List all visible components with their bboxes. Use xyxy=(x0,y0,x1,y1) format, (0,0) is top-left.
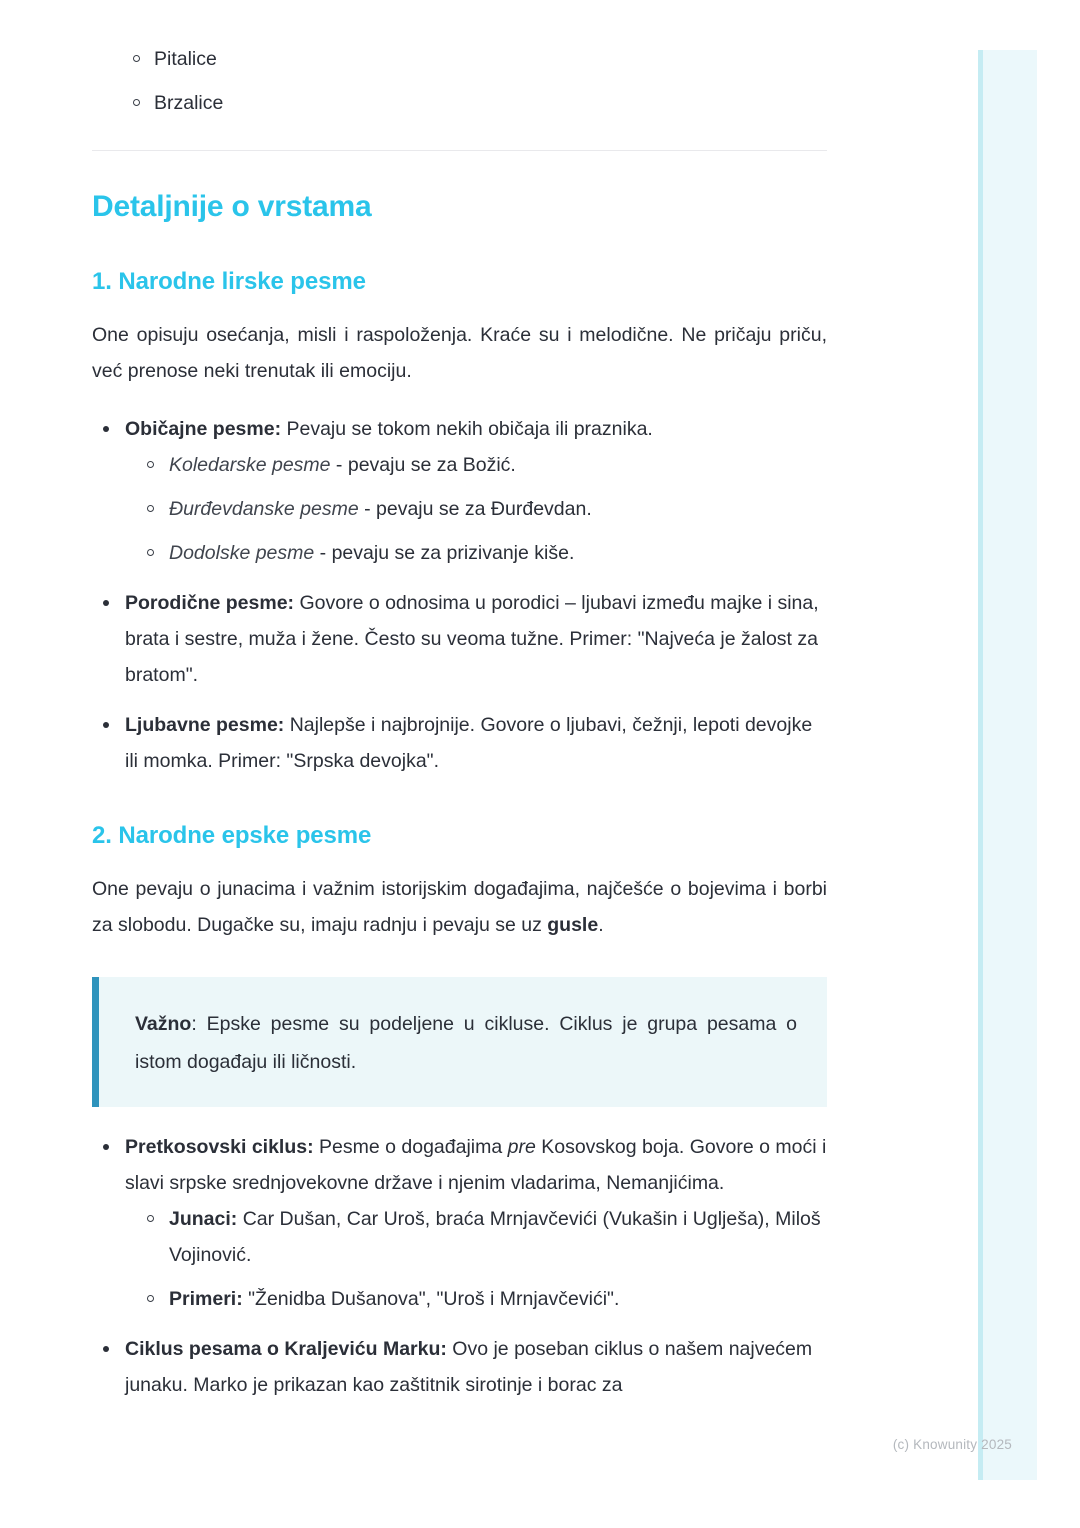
list-item-text: "Ženidba Dušanova", "Uroš i Mrnjavčevići". xyxy=(242,1288,620,1310)
subsection-intro-1: One opisuju osećanja, misli i raspoloženja. Kraće su i melodične. Ne pričaju priču, već prenose neki trenutak ili emociju. xyxy=(92,324,827,382)
list-item-label: Ljubavne pesme: xyxy=(125,714,285,736)
list-item-label: Pretkosovski ciklus: xyxy=(125,1136,314,1158)
list-item xyxy=(92,585,827,693)
epske-list-block xyxy=(92,1129,827,1403)
lirske-list xyxy=(92,411,827,779)
important-callout xyxy=(92,977,827,1107)
lirske-list-block xyxy=(92,411,827,779)
section-title: Detaljnije o vrstama xyxy=(92,190,372,223)
subsection-heading-1: 1. Narodne lirske pesme xyxy=(92,268,366,295)
list-item-emphasis: pre xyxy=(507,1136,536,1158)
list-item-label: Pitalice xyxy=(154,48,217,70)
list-item xyxy=(92,411,827,571)
callout-paragraph xyxy=(135,1005,797,1081)
list-item xyxy=(125,447,827,483)
list-item-label: Junaci: xyxy=(169,1208,238,1230)
list-item-text: Car Dušan, Car Uroš, braća Mrnjavčevići (Vukašin i Ugljеša), Miloš Vojinović. xyxy=(169,1208,821,1266)
list-item-text: - pevaju se za prizivanje kiše. xyxy=(314,542,575,564)
intro-bold-term: gusle xyxy=(547,914,599,936)
list-item xyxy=(92,44,827,74)
intro-text-b: . xyxy=(598,914,604,936)
decorative-right-strip xyxy=(978,50,1037,1480)
list-item-text-b: Kosovskog boja. Govore o moći i slavi srpske srednjovekovne države i njenim vladarima, Nemanjićima. xyxy=(125,1136,827,1194)
callout-label: Važno xyxy=(135,1013,192,1035)
list-item-text: - pevaju se za Đurđevdan. xyxy=(358,498,592,520)
list-item xyxy=(125,1281,827,1317)
callout-text: : Epske pesme su podeljene u cikluse. Ciklus je grupa pesama o istom događaju ili ličnosti. xyxy=(135,1013,797,1073)
list-item xyxy=(92,1129,827,1317)
list-item xyxy=(125,1201,827,1273)
list-item-label: Ciklus pesama o Kraljeviću Marku: xyxy=(125,1338,447,1360)
subsection-intro-2 xyxy=(92,871,827,943)
footer-watermark: (c) Knowunity 2025 xyxy=(892,1437,1012,1452)
section-divider xyxy=(92,150,827,151)
continued-list xyxy=(92,44,827,118)
list-item-emphasis: Dodolske pesme xyxy=(169,542,315,564)
intro-text-a: One pevaju o junacima i važnim istorijskim događajima, najčešće o bojevima i borbi za slobodu. Dugačke su, imaju radnju i pevaju se uz xyxy=(92,878,827,936)
list-item-text: Najlepše i najbrojnije. Govore o ljubavi, čežnji, lepoti devojke ili momka. Primer: "Srpska devojka". xyxy=(125,714,813,772)
list-item-text: - pevaju se za Božić. xyxy=(330,454,516,476)
list-item xyxy=(92,1331,827,1403)
epske-list xyxy=(92,1129,827,1403)
subsection-heading-2: 2. Narodne epske pesme xyxy=(92,822,372,849)
list-item-text: Govore o odnosima u porodici – ljubavi između majke i sina, brata i sestre, muža i žene. Često su veoma tužne. Primer: "Najveća je žalost za bratom". xyxy=(125,592,819,686)
list-item-emphasis: Đurđevdanske pesme xyxy=(169,498,359,520)
list-item xyxy=(125,535,827,571)
list-item-emphasis: Koledarske pesme xyxy=(169,454,331,476)
list-item-label: Brzalice xyxy=(154,92,224,114)
list-item-text: Pevaju se tokom nekih običaja ili praznika. xyxy=(281,418,653,440)
list-item-label: Porodične pesme: xyxy=(125,592,295,614)
list-item-text-a: Pesme o događajima xyxy=(313,1136,508,1158)
list-item xyxy=(125,491,827,527)
document-content xyxy=(92,44,827,1417)
list-item xyxy=(92,707,827,779)
pretkosovski-sublist xyxy=(125,1201,827,1317)
list-item-label: Običajne pesme: xyxy=(125,418,282,440)
list-item-text: Ovo je poseban ciklus o našem najvećem junaku. Marko je prikazan kao zaštitnik sirotinje i borac za xyxy=(125,1338,813,1396)
list-item-label: Primeri: xyxy=(169,1288,243,1310)
obicajne-sublist xyxy=(125,447,827,571)
list-item xyxy=(92,88,827,118)
